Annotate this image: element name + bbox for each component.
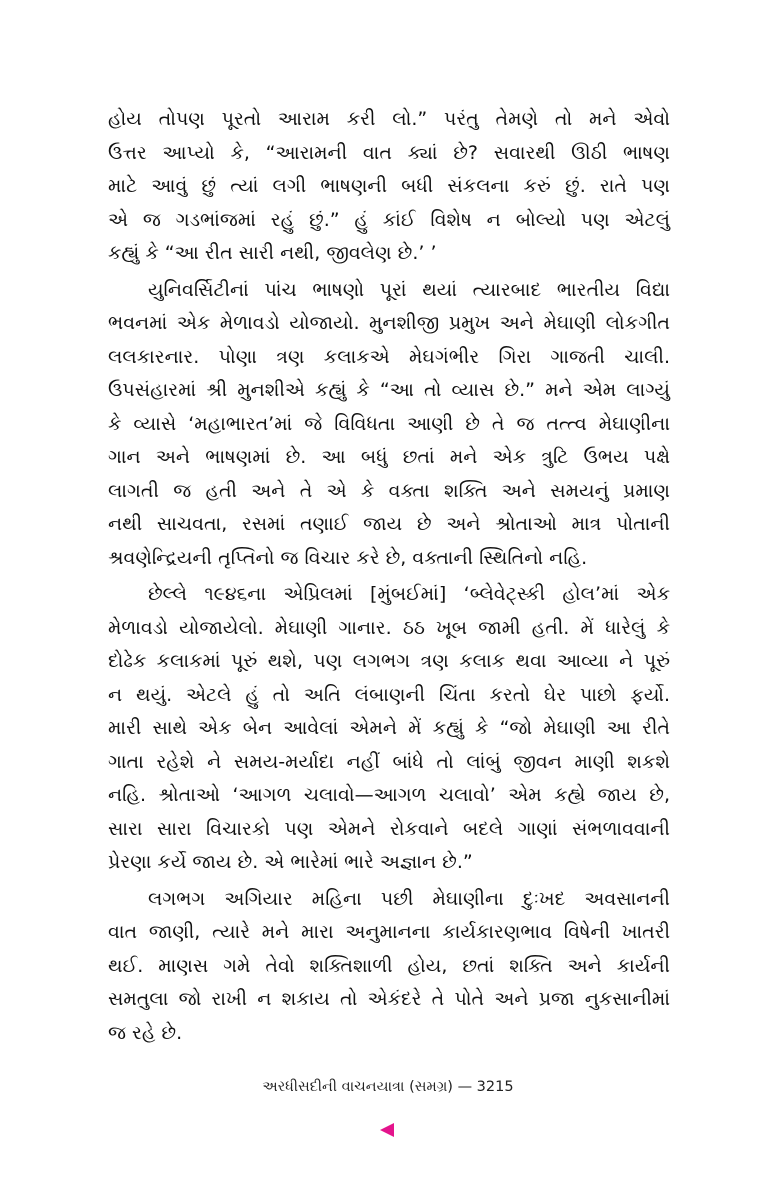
paragraph-1 [108,103,670,271]
text-line: મારી સાથે એક બેન આવેલાં એમને મેં કહ્યું કે “જો મેઘાણી આ રીતે [108,717,670,739]
text-line: ગાતા રહેશે ને સમય-મર્યાદા નહીં બાંધે તો લાંબું જીવન માણી શકશે [108,750,670,773]
text-line: થઈ. માણસ ગમે તેવો શક્તિશાળી હોય, છતાં શક્તિ અને કાર્યની [108,954,670,977]
text-line: ઉપસંહારમાં શ્રી મુનશીએ કહ્યું કે “આ તો વ્યાસ છે.” મને એમ લાગ્યું [108,379,670,401]
text-line: વાત જાણી, ત્યારે મને મારા અનુમાનના કાર્યકારણભાવ વિષેની ખાતરી [108,921,670,943]
text-line: મેળાવડો યોજાયેલો. મેઘાણી ગાનાર. ઠઠ ખૂબ જામી હતી. મેં ધારેલું કે [108,616,670,639]
text-line: લગભગ અગિયાર મહિના પછી મેઘાણીના દુઃખદ અવસાનની [148,887,670,910]
text-line: શ્રવણેન્દ્રિયની તૃપ્તિનો જ વિચાર કરે છે, વક્તાની સ્થિતિનો નહિ. [108,546,588,569]
text-line: નથી સાચવતા, રસમાં તણાઈ જાય છે અને શ્રોતાઓ માત્ર પોતાની [108,513,670,535]
text-line: કે વ્યાસે ‘મહાભારત’માં જે વિવિધતા આણી છે તે જ તત્ત્વ મેઘાણીના [108,412,670,435]
text-line: સમતુલા જો રાખી ન શકાય તો એકંદરે તે પોતે અને પ્રજા નુકસાનીમાં [108,988,670,1010]
text-line: દોઢેક કલાકમાં પૂરું થશે, પણ લગભગ ત્રણ કલાક થવા આવ્યા ને પૂરું [108,650,670,672]
text-line: લાગતી જ હતી અને તે એ કે વક્તા શક્તિ અને સમયનું પ્રમાણ [108,479,670,502]
text-line: ગાન અને ભાષણમાં છે. આ બધું છતાં મને એક ત્રુટિ ઉભય પક્ષે [108,446,670,468]
text-line: જ રહે છે. [108,1021,183,1044]
triangle-left-icon[interactable] [380,1123,394,1137]
text-line: લલકારનાર. પોણા ત્રણ કલાકએ મેઘગંભીર ગિરા ગાજતી ચાલી. [108,345,670,368]
text-line: યુનિવર્સિટીનાં પાંચ ભાષણો પૂરાં થયાં ત્યારબાદ ભારતીય વિદ્યા [148,278,670,301]
text-line: માટે આવું છું ત્યાં લગી ભાષણની બધી સંકલના કરું છું. રાતે પણ [108,175,670,197]
page-footer: અરધીસદીની વાચનયાત્રા (સમગ્ર) — 3215 [262,1079,514,1095]
paragraph-2 [108,274,670,576]
text-line: ભવનમાં એક મેળાવડો યોજાયો. મુનશીજી પ્રમુખ અને મેઘાણી લોકગીત [108,312,670,334]
text-line: હોય તોપણ પૂરતો આરામ કરી લો.” પરંતુ તેમણે તો મને એવો [108,108,670,130]
page-body [108,103,670,1053]
text-line: છેલ્લે ૧૯૪૬ના એપ્રિલમાં [મુંબઈમાં] ‘બ્લેવેટ્સ્કી હોલ’માં એક [148,583,670,605]
text-line: ઉત્તર આપ્યો કે, “આરામની વાત ક્યાં છે? સવારથી ઊઠી ભાષણ [108,141,670,164]
text-line: એ જ ગડભાંજમાં રહું છું.” હું કાંઈ વિશેષ ન બોલ્યો પણ એટલું [108,208,670,231]
text-line: નહિ. શ્રોતાઓ ‘આગળ ચલાવો—આગળ ચલાવો’ એમ કહ્યે જાય છે, [108,784,670,806]
text-line: કહ્યું કે “આ રીત સારી નથી, જીવલેણ છે.’ ’ [108,242,437,264]
paragraph-3 [108,578,670,880]
text-line: પ્રેરણા કર્યે જાય છે. એ ભારેમાં ભારે અજ્ઞાન છે.” [108,851,473,873]
text-line: સારા સારા વિચારકો પણ એમને રોકવાને બદલે ગાણાં સંભળાવવાની [108,817,670,840]
paragraph-4 [108,883,670,1051]
text-line: ન થયું. એટલે હું તો અતિ લંબાણની ચિંતા કરતો ઘેર પાછો ફર્યો. [108,683,670,706]
